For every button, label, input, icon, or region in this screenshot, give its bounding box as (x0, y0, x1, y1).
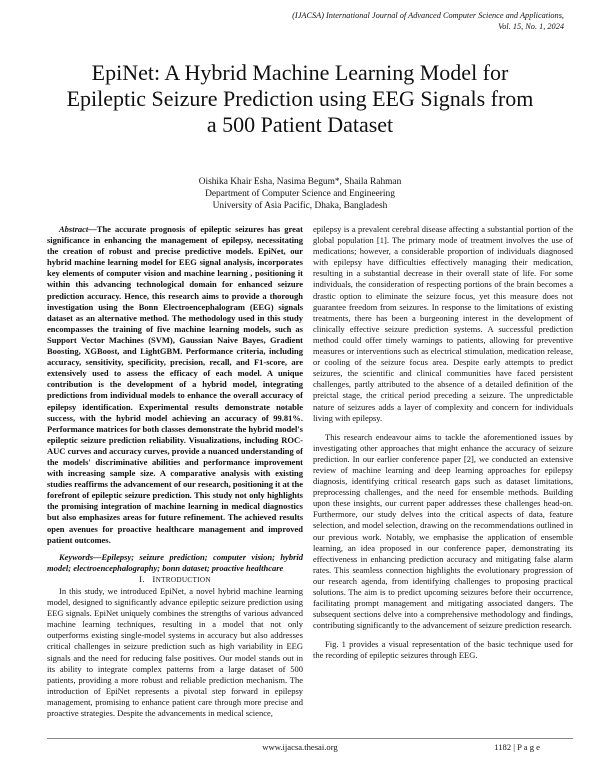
intro-paragraph-1-continued: epilepsy is a prevalent cerebral disease affecting a substantial portion of the global population [1]. The primary mode of treatment involves the use of medications; however, a considerable proportion of individuals diagnosed with epilepsy have difficulties effectively managing their medication, resulting in a substantial decrease in their overall state of life. For some individuals, the consideration of respecting portions of the brain becomes a drastic option to eliminate the seizure focus, yet this measure does not guarantee freedom from seizures. In response to the limitations of existing treatments, there has been a burgeoning interest in the development of clinically effective seizure prediction systems. A successful prediction method could offer timely warnings to patients, allowing for preventive measures or interventions such as electrical stimulation, medication release, or cooling of the seizure focus area. Despite early attempts to predict seizures, the scientific and clinical communities have faced persistent challenges, partly attributed to the absence of a detailed definition of the preictal stage, the critical period preceding a seizure. The unpredictable nature of seizures adds a layer of complexity and concern for individuals living with epilepsy. (313, 224, 573, 423)
intro-paragraph-1: In this study, we introduced EpiNet, a novel hybrid machine learning model, designed to significantly advance epileptic seizure prediction using EEG signals. EpiNet uniquely combines the strengths of various advanced machine learning techniques, resulting in a model that not only outperforms existing single-model systems in accuracy but also addresses critical challenges in seizure prediction such as high variability in EEG signals and the need for reducing false positives. Our model stands out in its ability to integrate complex patterns from a large dataset of 500 patients, providing a more robust and reliable prediction mechanism. The introduction of EpiNet represents a pivotal step forward in epilepsy management, promising to enhance patient care through more precise and proactive strategies. Despite the advancements in medical science, (47, 586, 303, 719)
author-university: University of Asia Pacific, Dhaka, Bangladesh (212, 201, 388, 211)
author-block (40, 176, 560, 212)
section-title-rest: NTRODUCTION (155, 575, 211, 584)
footer-divider (47, 738, 573, 739)
journal-volume: Vol. 15, No. 1, 2024 (498, 22, 564, 31)
keywords-label: Keywords— (59, 551, 102, 562)
journal-name: (IJACSA) International Journal of Advanced Computer Science and Applications, (292, 11, 564, 20)
author-names: Oishika Khair Esha, Nasima Begum*, Shaila Rahman (198, 177, 402, 187)
left-column (47, 224, 303, 719)
title-line-3: a 500 Patient Dataset (206, 112, 394, 137)
abstract-text: The accurate prognosis of epileptic seizures has great significance in enhancing the management of epilepsy, necessitating the creation of robust and precise predictive models. EpiNet, our hybrid machine learning model for EEG signal analysis, incorporates key elements of computer vision and machine learning , positioning it within this advancing technological domain for enhanced seizure prediction accuracy. Hence, this research aims to provide a thorough investigation using the Bonn Electroencephalogram (EEG) signals dataset as an alternative method. The methodology used in this study encompasses the training of five machine learning models, such as Support Vector Machines (SVM), Gaussian Naive Bayes, Gradient Boosting, XGBoost, and LightGBM. Performance criteria, including accuracy, sensitivity, specificity, precision, recall, and F1-score, are extensively used to assess the efficacy of each model. A unique contribution is the development of a hybrid model, integrating predictions from individual models to enhance the overall accuracy of epilepsy identification. Experimental results demonstrate notable success, with the hybrid model achieving an accuracy of 99.81%. Performance matrices for both classes demonstrate the hybrid model's epileptic seizure prediction reliability. Visualizations, including ROC-AUC curves and accuracy curves, provide a nuanced understanding of the models' discriminative abilities and performance improvement with increasing sample size. A comparative analysis with existing studies reaffirms the advancement of our research, positioning it at the forefront of epileptic seizure prediction. This study not only highlights the promising integration of machine learning in medical diagnostics but also emphasizes areas for future refinement. The achieved results open avenues for proactive healthcare management and improved patient outcomes. (47, 224, 304, 545)
title-line-2: Epileptic Seizure Prediction using EEG Signals from (66, 86, 534, 111)
right-column-continuation (313, 224, 573, 662)
title-line-1: EpiNet: A Hybrid Machine Learning Model for (91, 60, 509, 85)
paper-title (40, 60, 560, 138)
author-department: Department of Computer Science and Engineering (205, 189, 395, 199)
footer-page-number: 1182 | P a g e (494, 742, 540, 752)
abstract (47, 224, 303, 546)
footer-website: www.ijacsa.thesai.org (262, 742, 338, 752)
section-first-letter: I (152, 573, 156, 584)
journal-header (292, 10, 564, 32)
intro-paragraph-2: This research endeavour aims to tackle the aforementioned issues by investigating other approaches that might enhance the accuracy of seizure prediction. In our earlier conference paper [2], we conducted an extensive review of machine learning and deep learning approaches for epilepsy diagnosis, identifying critical research gaps such as dataset limitations, preprocessing challenges, and the need for ensemble methods. Building upon these insights, our current paper addresses these challenges head-on. Furthermore, our study delves into the critical aspects of data, feature selection, and model selection, drawing on the recommendations outlined in our previous work. Notably, we emphasise the application of ensemble learning, an idea proposed in our conference paper, demonstrating its effectiveness in enhancing prediction accuracy and mitigating false alarm rates. This seamless connection highlights the evolutionary progression of our research agenda, from identifying challenges to proposing practical solutions. The aim is to predict upcoming seizures before their occurrence, facilitating prompt management and mitigating associated dangers. The subsequent sections delve into a comprehensive methodology and findings, contributing significantly to the advancement of seizure prediction research. (313, 431, 573, 631)
section-heading-introduction (47, 574, 303, 586)
section-number: I. (139, 573, 145, 584)
keywords (47, 552, 303, 574)
keywords-text: Epilepsy; seizure prediction; computer vision; hybrid model; electroencephalography; bonn dataset; proactive healthcare (47, 551, 303, 573)
abstract-label: Abstract— (59, 224, 97, 234)
intro-paragraph-3: Fig. 1 provides a visual representation of the basic technique used for the recording of epileptic seizures through EEG. (313, 639, 573, 661)
